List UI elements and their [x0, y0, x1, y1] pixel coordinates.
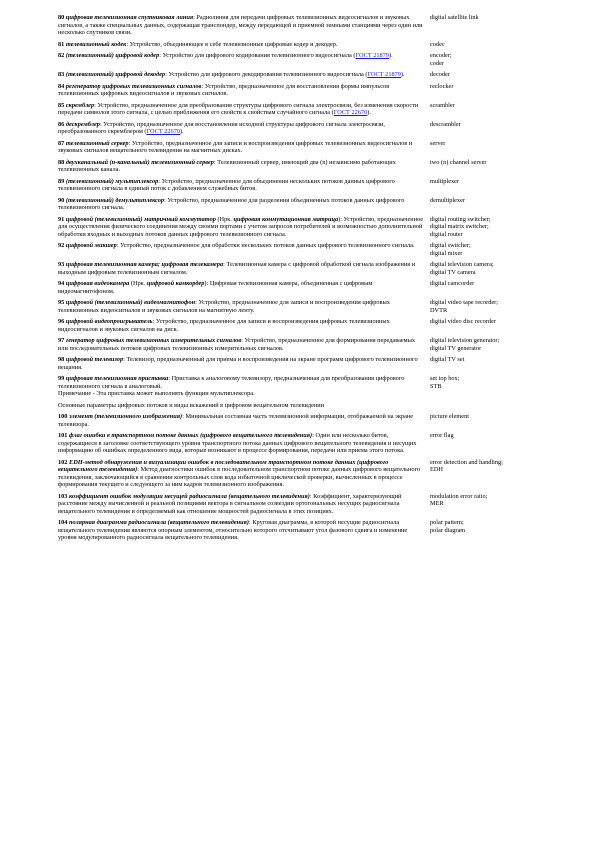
term-title: цифровой (телевизионный) матричный коммутатор — [65, 215, 216, 223]
term-definition: 100 элемент (телевизионного изображения): Минимальная составная часть телевизионной информации, отображаемой на экране телевизора. — [58, 413, 414, 428]
term-number: 96 — [58, 318, 65, 325]
english-equivalent — [425, 242, 540, 257]
term-body: Устройство, предназначенное для формирования передаваемых или последовательных потоков цифровых телевизионных измерительных сигналов. — [58, 337, 416, 352]
term-title: цифровая телевизионная камера; цифровая телекамера — [65, 261, 224, 268]
term-number: 92 — [58, 242, 65, 249]
english-term: demultiplexer — [430, 196, 465, 204]
term-title: телевизионный сервер — [65, 139, 129, 147]
term-entry — [58, 356, 540, 371]
gost-reference-link[interactable]: ГОСТ 21879 — [367, 71, 401, 78]
english-term: reclocker — [430, 82, 454, 90]
term-entry — [58, 52, 540, 67]
english-term: digital camcorder — [430, 280, 475, 287]
english-equivalent — [425, 41, 540, 49]
term-body: Цифровая телевизионная камера, объединенная с цифровым видеомагнитофоном. — [58, 280, 373, 295]
term-title: цифровой (телевизионный) видеомагнитофон — [65, 299, 196, 306]
english-equivalent — [425, 459, 540, 474]
term-title: цифровая видеокамера — [65, 280, 130, 287]
term-definition: 104 полярная диаграмма радиосигнала (вещательного телевидения): Круговая диаграмма, в которой несущие радиосигнала вещательного телевидения являются опорным элементом, относительно которого отсчитывают угол фазового сдвига и изменение уровня модулированного радиосигнала вещательного телевидения. — [58, 519, 408, 541]
term-title: элемент (телевизионного изображения) — [69, 413, 183, 420]
english-term: digital TV set — [430, 356, 465, 363]
english-term: digital video disc recorder — [430, 318, 496, 325]
term-title: регенератор цифровых телевизионных сигналов — [65, 82, 202, 90]
english-equivalent — [425, 261, 540, 276]
term-definition: 88 двухканальный (n-канальный) телевизионный сервер: Телевизионный сервер, имеющий два (n) независимо работающих телевизионных канала. — [58, 158, 396, 173]
term-body: Устройство, предназначенное для объединения нескольких потоков данных цифрового телевизионного сигнала в единый поток с добавлением служебных битов. — [58, 177, 395, 192]
english-equivalent — [425, 280, 540, 288]
term-title: цифровая телевизионная спутниковая линия — [65, 14, 194, 21]
term-number: 102 — [58, 458, 68, 466]
english-term: DVTR — [430, 306, 448, 314]
term-body: Устройство, предназначенное для записи и воспроизведения цифровых телевизионных видеосигналов и звуковых сигналов вещательного телевидения на магнитных дисках. — [58, 139, 413, 154]
term-definition: 86 дескремблер: Устройство, предназначенное для восстановления исходной структуры цифрового сигнала электросвязи, преобразованного скремблером (ГОСТ 22670). — [58, 120, 386, 135]
english-equivalent — [425, 337, 540, 352]
term-entry — [58, 261, 540, 276]
term-entry — [58, 493, 540, 516]
english-equivalent — [425, 216, 540, 239]
term-body: Устройство для цифрового декодирования телевизионного видеосигнала — [168, 71, 364, 78]
term-entry — [58, 178, 540, 193]
term-definition: 80 цифровая телевизионная спутниковая линия: Радиолиния для передачи цифровых телевизионных видеосигналов и звуковых сигналов, а также специальных данных, содержащая транспондер, между передающей и приемной земными станциями через один или несколько спутников связи. — [58, 14, 423, 36]
english-equivalent — [425, 493, 540, 508]
term-title: цифровой микшер — [65, 242, 117, 249]
term-definition: 92 цифровой микшер: Устройство, предназначенное для обработки нескольких потоков данных цифрового телевизионного сигнала. — [58, 242, 415, 249]
english-equivalent — [425, 140, 540, 148]
term-body: Устройство, предназначенное для обработки нескольких потоков данных цифрового телевизионного сигнала. — [120, 242, 415, 249]
term-entry — [58, 41, 540, 49]
english-term: MER — [430, 500, 444, 507]
term-number: 86 — [58, 120, 65, 128]
english-term: digital TV generator — [430, 344, 482, 352]
term-definition: 101 флаг ошибки в транспортном потоке данных (цифрового вещательного телевидения): Один или несколько битов, содержащиеся в заголовке соответствующего уровня транспортного потока данных цифрового вещательного телевидения и несущих информацию об ошибках определенного вида, которые возникают в процессе формирования, передачи или приема этого потока. — [58, 432, 417, 454]
term-body: Устройство, предназначенное для восстановления формы импульсов телевизионных цифровых видеосигналов и звуковых сигналов. — [58, 82, 390, 97]
term-entry — [58, 299, 540, 314]
term-body: Телевизор, предназначенный для приема и воспроизведения на экране программ цифрового телевизионного вещания. — [58, 356, 418, 371]
term-title: (телевизионный) демультиплексор — [65, 196, 165, 204]
term-entry — [58, 280, 540, 295]
term-entry — [58, 413, 540, 428]
term-alt: цифровой камкордер — [146, 280, 205, 287]
term-number: 89 — [58, 177, 65, 185]
term-title: цифровой видеопроигрыватель — [65, 318, 153, 325]
term-definition: 91 цифровой (телевизионный) матричный коммутатор (Нрк. цифровая коммутационная матрица): Устройство, предназначенное для осуществления физического соединения между своими портами с учетом запросов потребителей и возможностью дополнительной обработки входных и выходных потоков данных цифрового телевизионного сигнала. — [58, 215, 424, 238]
english-term: scrambler — [430, 101, 455, 109]
english-equivalent — [425, 432, 540, 440]
term-definition: 81 телевизионный кодек: Устройство, объединяющее в себе телевизионные цифровые кодер и декодер. — [58, 40, 338, 48]
term-body: Устройство, объединяющее в себе телевизионные цифровые кодер и декодер. — [129, 40, 338, 48]
english-term: two (n) channel server — [430, 158, 487, 166]
gost-reference-link[interactable]: ГОСТ 21879 — [355, 52, 389, 59]
english-term: digital matrix switcher; — [430, 223, 489, 230]
term-entry — [58, 102, 540, 117]
term-number: 101 — [58, 432, 68, 439]
english-term: digital routing switcher; — [430, 215, 491, 223]
term-body: Устройство, предназначенное для записи и воспроизведения цифровых телевизионных видеосигналов и звуковых сигналов на диск. — [58, 318, 390, 333]
english-equivalent — [425, 14, 540, 22]
term-entry — [58, 459, 540, 489]
english-equivalent — [425, 52, 540, 67]
term-title: (телевизионный) мультиплексор — [65, 177, 159, 185]
term-entry — [58, 14, 540, 37]
term-title: цифровая телевизионная приставка — [65, 375, 169, 382]
english-term: descrambler — [430, 120, 461, 128]
term-title: флаг ошибки в транспортном потоке данных (цифрового вещательного телевидения) — [69, 432, 313, 439]
term-number: 104 — [58, 519, 68, 526]
term-title: (телевизионный) цифровой декодер — [65, 71, 166, 78]
english-equivalent — [425, 121, 540, 129]
english-equivalent — [425, 356, 540, 364]
term-entry — [58, 216, 540, 239]
term-body: Один или несколько битов, содержащиеся в заголовке соответствующего уровня транспортного потока данных цифрового вещательного телевидения и несущих информацию об ошибках определенного вида, которые возникают в процессе формирования, передачи или приема этого потока. — [58, 432, 417, 454]
term-entry — [58, 197, 540, 212]
term-number: 87 — [58, 139, 65, 147]
english-term: server — [430, 139, 446, 147]
term-title: скремблер — [65, 101, 95, 109]
section-title: Основные параметры цифровых потоков и виды искажений в цифровом вещательном телевидении — [58, 401, 325, 409]
english-term: digital switcher; — [430, 242, 471, 249]
english-equivalent — [425, 159, 540, 167]
english-term: error flag — [430, 432, 454, 439]
term-body: Приставка к аналоговому телевизору, предназначенная для преобразования цифрового телевизионного сигнала в аналоговый. — [58, 375, 405, 390]
term-number: 82 — [58, 52, 65, 59]
term-entry — [58, 140, 540, 155]
term-body: Круговая диаграмма, в которой несущие радиосигнала вещательного телевидения являются опорным элементом, относительно которого отсчитывают угол фазового сдвига и изменение уровня модулированного радиосигнала вещательного телевидения. — [58, 519, 408, 541]
term-definition: 94 цифровая видеокамера (Нрк. цифровой камкордер): Цифровая телевизионная камера, объединенная с цифровым видеомагнитофоном. — [58, 280, 373, 295]
term-definition: 83 (телевизионный) цифровой декодер: Устройство для цифрового декодирования телевизионного видеосигнала (ГОСТ 21879). — [58, 71, 405, 78]
english-term: polar diagram — [430, 526, 466, 534]
term-body: Устройство для цифрового кодирования телевизионного видеосигнала — [162, 52, 352, 59]
english-equivalent — [425, 197, 540, 205]
term-entry — [58, 159, 540, 174]
english-equivalent — [425, 102, 540, 110]
term-note: Примечание - Эта приставка может выполнять функции мультиплексора. — [58, 390, 255, 397]
term-body: Устройство, предназначенное для восстановления исходной структуры цифрового сигнала электросвязи, преобразованного скремблером — [58, 120, 386, 135]
english-term: coder — [430, 59, 444, 67]
term-entry — [58, 318, 540, 333]
term-definition: 93 цифровая телевизионная камера; цифровая телекамера: Телевизионная камера с цифровой обработкой сигнала изображения и выходным цифровым телевизионным сигналом. — [58, 261, 416, 276]
term-number: 98 — [58, 356, 65, 363]
term-body: Устройство, предназначенное для осуществления физического соединения между своими портами с учетом запросов потребителей и возможностью дополнительной обработки входных и выходных потоков данных цифрового телевизионного сигнала. — [58, 215, 424, 238]
term-definition: 102 EDH-метод обнаружения и визуализации ошибок в последовательном транспортном потоке данных (цифрового вещательного телевидения): Метод диагностики ошибок в последовательном транспортном потоке данных цифрового вещательного телевидения, заключающийся в сравнении контрольных слов кода избыточной циклической проверки, вычисленных в процессе формирования текущего и следующего за ним кадров телевизионного изображения. — [58, 458, 421, 488]
term-definition: 97 генератор цифровых телевизионных измерительных сигналов: Устройство, предназначенное для формирования передаваемых или последовательных потоков цифровых телевизионных измерительных сигналов. — [58, 337, 416, 352]
term-number: 81 — [58, 40, 65, 48]
english-equivalent — [425, 375, 540, 390]
term-entry — [58, 121, 540, 136]
english-term: digital TV camera — [430, 268, 476, 276]
english-term: digital mixer — [430, 249, 463, 257]
english-equivalent — [425, 318, 540, 326]
term-body: Устройство, предназначенное для преобразования структуры цифрового сигнала электросвязи, без изменения скорости передачи символов этого сигнала, с целью приближения его свойств к свойствам случайного сигнала — [58, 101, 419, 116]
english-term: multiplexer — [430, 177, 460, 185]
term-body: Телевизионная камера с цифровой обработкой сигнала изображения и выходным цифровым телевизионным сигналом. — [58, 261, 416, 276]
term-number: 85 — [58, 101, 65, 109]
gost-reference-link[interactable]: ГОСТ 22670 — [146, 128, 181, 135]
english-term: decoder — [430, 71, 450, 78]
term-entry — [58, 432, 540, 455]
term-number: 91 — [58, 215, 65, 223]
term-body: Устройство, предназначенное для разделения объединенных потоков данных цифрового телевизионного сигнала. — [58, 196, 405, 211]
term-definition: 82 (телевизионный) цифровой кодер: Устройство для цифрового кодирования телевизионного видеосигнала (ГОСТ 21879). — [58, 52, 393, 59]
english-equivalent — [425, 413, 540, 421]
term-alt: цифровая коммутационная матрица — [233, 215, 339, 223]
english-equivalent — [425, 519, 540, 534]
english-equivalent — [425, 299, 540, 314]
term-number: 94 — [58, 280, 65, 287]
term-definition: 103 коэффициент ошибок модуляции несущей радиосигнала (вещательного телевидения): Коэффициент, характеризующий расстояние между вычисленной и реальной позициями вектора в сигнальном созвездии ортогональных несущих радиосигнала вещательного телевидения и определяемый как отношение мощностей радиосигнала в этих позициях. — [58, 492, 402, 515]
term-number: 84 — [58, 82, 65, 90]
english-term: digital satellite link — [430, 14, 479, 21]
term-number: 95 — [58, 299, 65, 306]
term-entry — [58, 375, 540, 398]
term-number: 83 — [58, 71, 65, 78]
term-entry — [58, 519, 540, 542]
english-term: modulation error ratio; — [430, 492, 488, 500]
english-term: picture element — [430, 413, 469, 420]
term-entry — [58, 337, 540, 352]
gost-reference-link[interactable]: ГОСТ 22670 — [333, 109, 368, 116]
term-number: 80 — [58, 14, 65, 21]
term-body: Радиолиния для передачи цифровых телевизионных видеосигналов и звуковых сигналов, а также специальных данных, содержащая транспондер, между передающей и приемной земными станциями через один или несколько спутников связи. — [58, 14, 423, 36]
term-entry — [58, 83, 540, 98]
term-number: 88 — [58, 158, 65, 166]
term-number: 97 — [58, 337, 65, 344]
term-title: дескремблер — [65, 120, 100, 128]
term-body: Устройство, предназначенное для записи и воспроизведения цифровых телевизионных видеосигналов и звуковых сигналов на магнитную ленту. — [58, 299, 390, 314]
english-term: polar pattern; — [430, 519, 464, 526]
term-title: двухканальный (n-канальный) телевизионный сервер — [65, 158, 214, 166]
english-term: digital television generator; — [430, 337, 500, 344]
english-term: EDH — [430, 466, 443, 473]
term-number: 100 — [58, 413, 68, 420]
term-number: 90 — [58, 196, 65, 204]
term-definition: 89 (телевизионный) мультиплексор: Устройство, предназначенное для объединения нескольких потоков данных цифрового телевизионного сигнала в единый поток с добавлением служебных битов. — [58, 177, 395, 192]
english-equivalent — [425, 83, 540, 91]
document-body — [58, 14, 540, 546]
term-body: Метод диагностики ошибок в последовательном транспортном потоке данных цифрового вещательного телевидения, заключающийся в сравнении контрольных слов кода избыточной циклической проверки, вычисленных в процессе формирования текущего и следующего за ним кадров телевизионного изображения. — [58, 466, 421, 488]
english-term: set top box; — [430, 375, 460, 382]
term-definition: 99 цифровая телевизионная приставка: Приставка к аналоговому телевизору, предназначенная для преобразования цифрового телевизионного сигнала в аналоговый. Примечание - Эта приставка может выполнять функции мультиплексора. — [58, 375, 425, 398]
english-term: codec — [430, 40, 445, 48]
english-term: digital router — [430, 230, 463, 238]
term-number: 99 — [58, 375, 65, 382]
english-equivalent — [425, 71, 540, 79]
term-entry — [58, 71, 540, 79]
term-title: (телевизионный) цифровой кодер — [65, 52, 160, 59]
term-definition: 96 цифровой видеопроигрыватель: Устройство, предназначенное для записи и воспроизведения цифровых телевизионных видеосигналов и звуковых сигналов на диск. — [58, 318, 390, 333]
term-body: Коэффициент, характеризующий расстояние между вычисленной и реальной позициями вектора в сигнальном созвездии ортогональных несущих радиосигнала вещательного телевидения и определяемый как отношение мощностей радиосигнала в этих позициях. — [58, 492, 402, 515]
english-term: error detection and handling; — [430, 458, 503, 466]
term-number: 103 — [58, 492, 68, 500]
english-term: digital television camera; — [430, 261, 494, 268]
term-title: генератор цифровых телевизионных измерительных сигналов — [65, 337, 242, 344]
english-equivalent — [425, 178, 540, 186]
term-body: Минимальная составная часть телевизионной информации, отображаемой на экране телевизора. — [58, 413, 414, 428]
term-definition: 95 цифровой (телевизионный) видеомагнитофон: Устройство, предназначенное для записи и воспроизведения цифровых телевизионных видеосигналов и звуковых сигналов на магнитную ленту. — [58, 299, 390, 314]
term-title: телевизионный кодек — [65, 40, 127, 48]
term-title: коэффициент ошибок модуляции несущей радиосигнала (вещательного телевидения) — [69, 492, 310, 500]
term-definition: 90 (телевизионный) демультиплексор: Устройство, предназначенное для разделения объединенных потоков данных цифрового телевизионного сигнала. — [58, 196, 405, 211]
english-term: STB — [430, 382, 442, 390]
term-title: полярная диаграмма радиосигнала (вещательного телевидения) — [69, 519, 249, 526]
term-definition: 98 цифровой телевизор: Телевизор, предназначенный для приема и воспроизведения на экране программ цифрового телевизионного вещания. — [58, 356, 418, 371]
english-term: encoder; — [430, 52, 452, 59]
english-term: digital video tape recorder; — [430, 299, 499, 306]
term-definition: 85 скремблер: Устройство, предназначенное для преобразования структуры цифрового сигнала электросвязи, без изменения скорости передачи символов этого сигнала, с целью приближения его свойств к свойствам случайного сигнала (ГОСТ 22670). — [58, 101, 419, 116]
term-body: Телевизионный сервер, имеющий два (n) независимо работающих телевизионных канала. — [58, 158, 396, 173]
term-entry — [58, 242, 540, 257]
term-definition: 87 телевизионный сервер: Устройство, предназначенное для записи и воспроизведения цифровых телевизионных видеосигналов и звуковых сигналов вещательного телевидения на магнитных дисках. — [58, 139, 413, 154]
term-title: EDH-метод обнаружения и визуализации ошибок в последовательном транспортном потоке данных (цифрового вещательного телевидения) — [58, 458, 389, 473]
term-title: цифровой телевизор — [65, 356, 124, 363]
term-definition: 84 регенератор цифровых телевизионных сигналов: Устройство, предназначенное для восстановления формы импульсов телевизионных цифровых видеосигналов и звуковых сигналов. — [58, 82, 390, 97]
term-number: 93 — [58, 261, 65, 268]
